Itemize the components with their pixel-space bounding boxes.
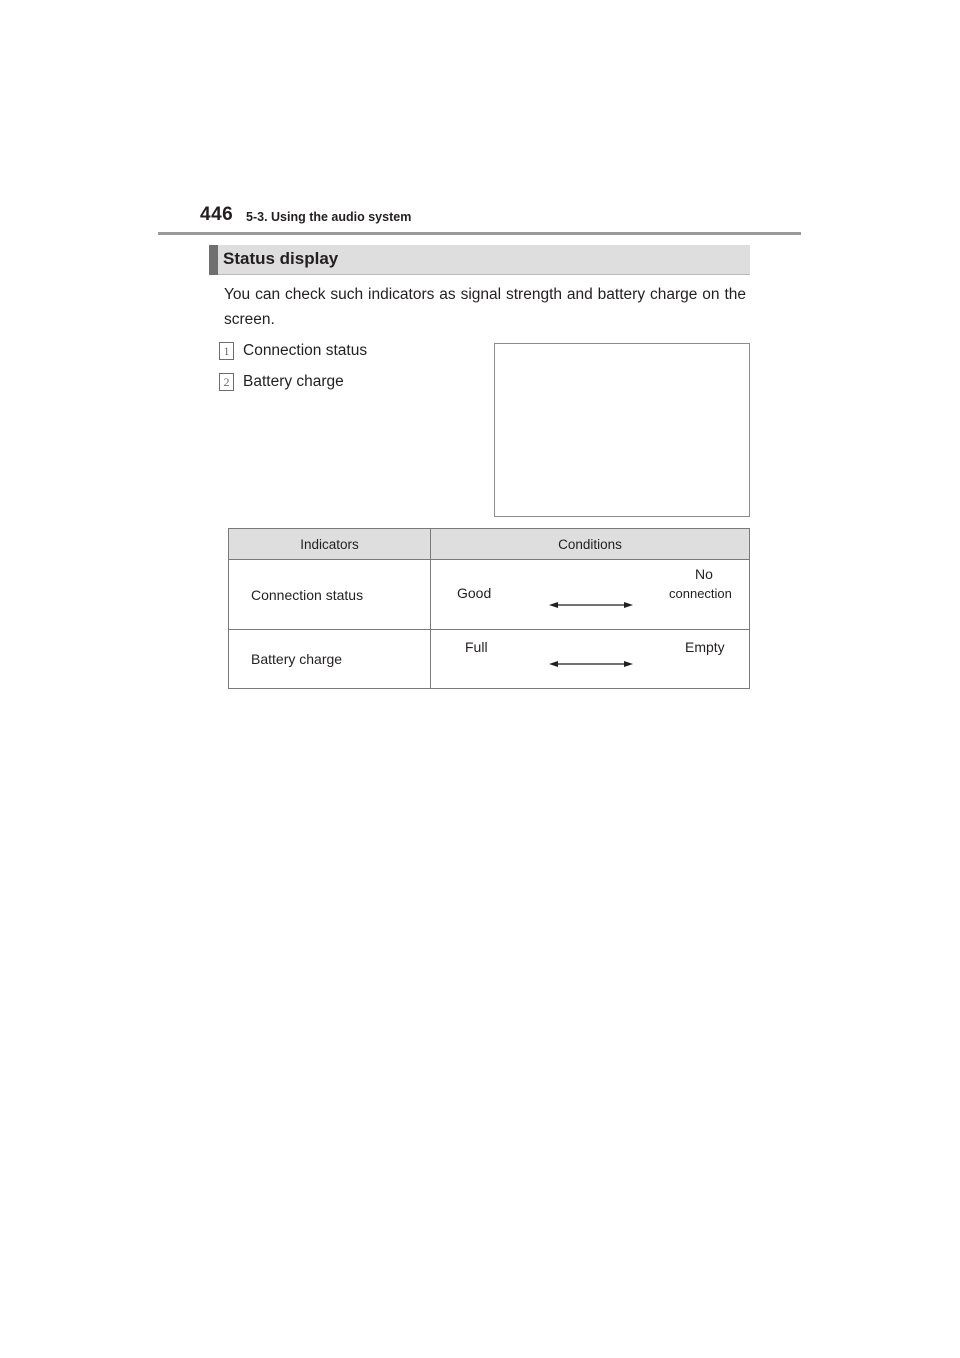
indicators-table bbox=[228, 528, 750, 689]
callout-label: Battery charge bbox=[243, 373, 344, 390]
double-arrow-icon bbox=[549, 600, 633, 610]
conditions-container bbox=[431, 560, 749, 629]
table-row bbox=[229, 560, 750, 630]
heading-accent bbox=[209, 245, 218, 275]
condition-left-label: Full bbox=[465, 639, 488, 655]
callout-item-battery bbox=[219, 372, 344, 392]
table-row bbox=[229, 630, 750, 689]
condition-right-label: Empty bbox=[685, 639, 725, 655]
page-number: 446 bbox=[200, 204, 234, 225]
table-header-indicators: Indicators bbox=[229, 529, 431, 560]
screen-figure bbox=[494, 343, 750, 517]
callout-item-connection bbox=[219, 341, 367, 361]
condition-right-label-line1: No bbox=[695, 566, 713, 582]
intro-paragraph: You can check such indicators as signal strength and battery charge on the screen. bbox=[224, 286, 746, 328]
table-header-row bbox=[229, 529, 750, 560]
section-label: 5-3. Using the audio system bbox=[246, 210, 412, 224]
callout-number-1: 1 bbox=[219, 342, 234, 360]
table-cell-conditions bbox=[431, 630, 750, 689]
table-cell-indicator: Battery charge bbox=[229, 630, 431, 689]
callout-number-2: 2 bbox=[219, 373, 234, 391]
header-rule bbox=[158, 232, 801, 235]
condition-left-label: Good bbox=[457, 585, 492, 601]
section-heading-bar bbox=[209, 245, 750, 275]
table-header-conditions: Conditions bbox=[431, 529, 750, 560]
section-heading: Status display bbox=[223, 249, 339, 268]
table-cell-conditions bbox=[431, 560, 750, 630]
table-cell-indicator: Connection status bbox=[229, 560, 431, 630]
conditions-container bbox=[431, 630, 749, 688]
condition-right-label-line2: connection bbox=[669, 586, 732, 601]
callout-label: Connection status bbox=[243, 342, 368, 359]
double-arrow-icon bbox=[549, 659, 633, 669]
